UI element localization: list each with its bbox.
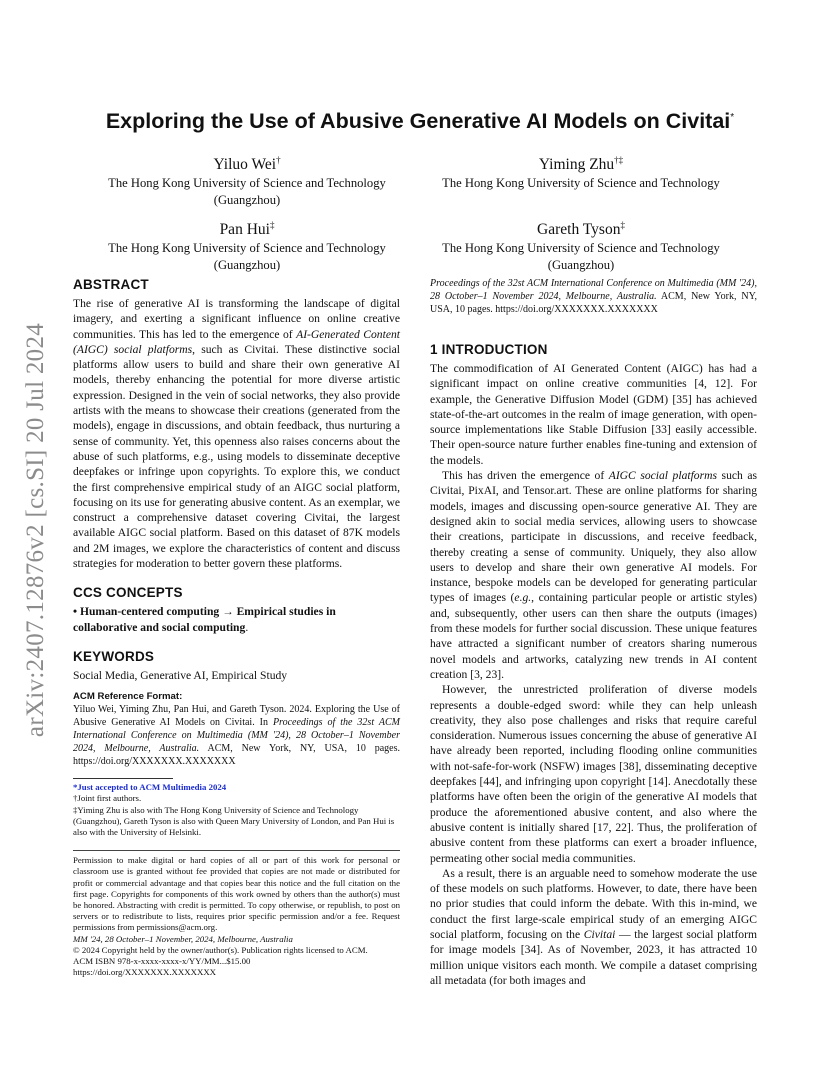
intro-paragraph-3: However, the unrestricted proliferation of diverse models represents a double-edged sword: while they can help unleash creativity, they also pose challenges and risks that require careful consideration. Numerous issues concerning the abuse of generative AI have already been reported, including flooding online communities with not-safe-for-work (NSFW) images [38], disseminating deceptive deepfakes [44], and infringing upon copyright [14]. Anecdotally these platforms have often been the origin of the generative AI models that produce the aforementioned abusive content, and also where the abusive content is initially shared [17, 22]. Thus, the proliferation of abusive content from these platforms can exert a broader influence, permeating other social media communities. (430, 683, 757, 865)
title-footnote-mark: * (730, 111, 735, 123)
right-column (430, 277, 757, 988)
footnotes (73, 778, 400, 838)
acm-reference-heading: ACM Reference Format: (73, 691, 183, 703)
paper-title-text: Exploring the Use of Abusive Generative AI Models on Civitai (105, 109, 731, 133)
left-column (73, 277, 400, 978)
affiliation-footnote: ‡Yiming Zhu is also with The Hong Kong University of Science and Technology (Guangzhou), Gareth Tyson is also with Queen Mary University of London, and Pan Hui is also with the University of Helsinki. (73, 804, 395, 838)
keywords-text: Social Media, Generative AI, Empirical Study (73, 668, 288, 682)
intro-paragraph-2: This has driven the emergence of AIGC social platforms such as Civitai, PixAI, and Tensor.art. These are online platforms for sharing models, images and discussing open-source generative AI. They are designed akin to social media services, allowing users to showcase their creations, participate in discussions, and receive feedback, thereby creating a sense of community. Uniquely, they also allow users to develop and share their own generative AI models. For instance, bespoke models can be developed for generating particular types of images (e.g., containing particular people or artistic styles) and, subsequently, other users can then share the outputs (images) from these models for further social discussion. These unique features have attracted a significant number of creators sharing numerous novel models and artworks, catalyzing new trends in AI content creation [3, 23]. (430, 469, 757, 681)
acm-reference-continued: Proceedings of the 32st ACM International Conference on Multimedia (MM '24), 28 October–1 November 2024, Melbourne, Australia. ACM, New York, NY, USA, 10 pages. https://doi.org/XXXXXXX.XXXXXXX (430, 278, 758, 315)
author-affiliation-location: (Guangzhou) (213, 258, 281, 273)
author-affiliation: The Hong Kong University of Science and Technology (442, 241, 720, 256)
author-affiliation-location: (Guangzhou) (547, 258, 615, 273)
joint-first-footnote: †Joint first authors. (73, 793, 142, 804)
paper-title (70, 109, 770, 134)
author-affiliation: The Hong Kong University of Science and Technology (442, 176, 720, 191)
author-affiliation: The Hong Kong University of Science and Technology (108, 176, 386, 191)
accepted-footnote-link[interactable]: *Just accepted to ACM Multimedia 2024 (73, 782, 227, 793)
intro-paragraph-4: As a result, there is an arguable need to somehow moderate the use of these models on such platforms. However, to date, there have been no prior studies that could inform the debate. With this in-mind, we conduct the first large-scale empirical study of an emerging AIGC social platform, focusing on the Civitai — the largest social platform for image models [34]. As of November, 2023, it has attracted 10 million unique visitors each month. We compile a dataset comprising all metadata (for both images and (430, 866, 757, 987)
permission-block (73, 850, 400, 978)
footnote-divider (73, 778, 173, 779)
acm-reference-text: Yiluo Wei, Yiming Zhu, Pan Hui, and Gareth Tyson. 2024. Exploring the Use of Abusive Generative AI Models on Civitai. In Proceedings of the 32st ACM International Conference on Multimedia (MM '24), 28 October–1 November 2024, Melbourne, Australia. ACM, New York, NY, USA, 10 pages. https://doi.org/XXXXXXX.XXXXXXX (73, 704, 400, 768)
arxiv-side-stamp (16, 300, 56, 760)
conference-line: MM '24, 28 October–1 November, 2024, Melbourne, Australia (73, 933, 293, 944)
doi-link[interactable]: https://doi.org/XXXXXXX.XXXXXXX (73, 967, 217, 978)
author-block-3 (92, 215, 402, 274)
author-block-1 (92, 150, 402, 209)
intro-paragraph-1: The commodification of AI Generated Content (AIGC) has had a significant impact on online creative communities [4, 12]. For example, the Generative Diffusion Model (GDM) [35] has achieved state-of-the-art outcomes in the realm of image generation, with open-source implementations like Stable Diffusion [33] easily accessible. Their open-source nature further enables fine-tuning and extension of the models. (430, 362, 757, 467)
arxiv-identifier: arXiv:2407.12876v2 [cs.SI] 20 Jul 2024 (22, 322, 49, 738)
permission-text: Permission to make digital or hard copies of all or part of this work for personal or classroom use is granted without fee provided that copies are not made or distributed for profit or commercial advantage and that copies bear this notice and the full citation on the first page. Copyrights for components of this work owned by others than the author(s) must be honored. Abstracting with credit is permitted. To copy otherwise, or republish, to post on servers or to redistribute to lists, requires prior specific permission and/or a fee. Request permissions from permissions@acm.org. (73, 855, 400, 933)
author-block-4 (426, 215, 736, 274)
author-affiliation-location: (Guangzhou) (213, 193, 281, 208)
ccs-heading: CCS CONCEPTS (73, 585, 183, 601)
keywords-heading: KEYWORDS (73, 648, 155, 664)
abstract-heading: ABSTRACT (73, 277, 149, 292)
introduction-heading: 1 INTRODUCTION (430, 342, 548, 357)
author-name: Gareth Tyson‡ (537, 220, 625, 239)
permission-divider (73, 850, 400, 851)
copyright-line: © 2024 Copyright held by the owner/author(s). Publication rights licensed to ACM. (73, 944, 368, 955)
author-affiliation: The Hong Kong University of Science and Technology (108, 241, 386, 256)
isbn-line: ACM ISBN 978-x-xxxx-xxxx-x/YY/MM...$15.00 (73, 956, 251, 967)
author-block-2 (426, 150, 736, 192)
author-name: Yiluo Wei† (213, 155, 281, 174)
abstract-text: The rise of generative AI is transforming the landscape of digital imagery, and exerting a significant influence on online creative communities. This has led to the emergence of AI-Generated Content (AIGC) social platforms, such as Civitai. These distinctive social platforms allow users to build and share their own generative AI models, thereby enhancing the potential for more diverse artistic expression. Designed in the vein of social networks, they also provide artists with the means to showcase their creations (generated from the models), engage in discussions, and obtain feedback, thus nurturing a sense of community. Yet, this openness also raises concerns about the abuse of such platforms, e.g., using models to disseminate deceptive deepfakes or infringe upon copyrights. To explore this, we conduct the first comprehensive empirical study of an AIGC social platform, focusing on its use for generating abusive content. As an exemplar, we construct a comprehensive dataset covering Civitai, the largest available AIGC social platform. Based on this dataset of 87K models and 2M images, we explore the characteristics of content and discuss strategies for moderation to better govern these platforms. (73, 297, 400, 571)
ccs-concepts-text: • Human-centered computing → Empirical studies in collaborative and social computing. (73, 605, 336, 634)
author-name: Pan Hui‡ (219, 220, 275, 239)
acm-reference-format (73, 691, 400, 768)
author-name: Yiming Zhu†‡ (538, 155, 624, 174)
